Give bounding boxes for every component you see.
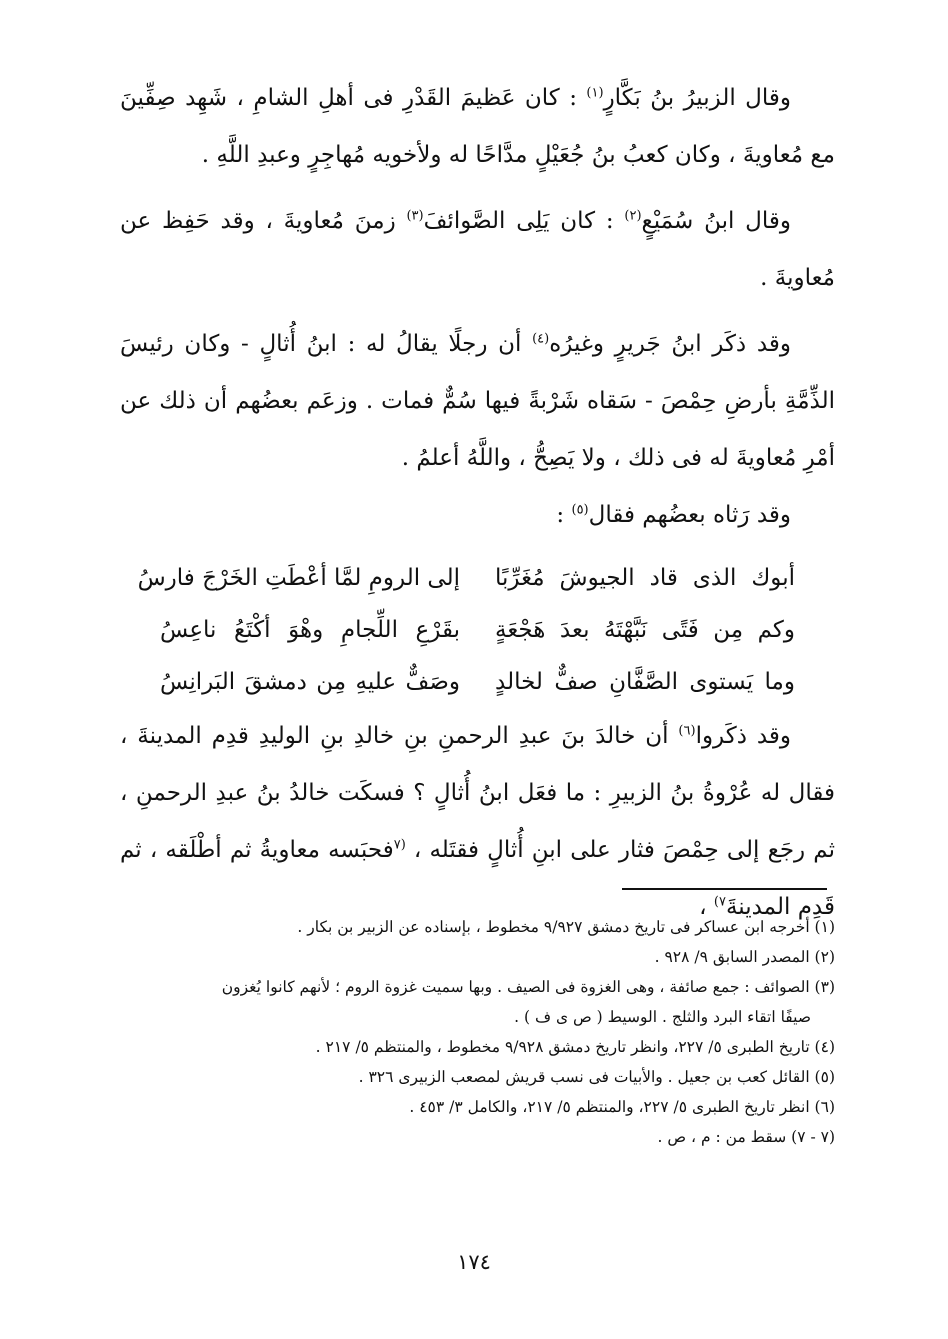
paragraph-text: أن خالدَ بنَ عبدِ الرحمنِ بنِ خالدِ بنِ الوليدِ قدِم المدينةَ ، فقال له عُرْوةُ بنُ الزبيرِ : ما فعَل ابنُ أُثالٍ ؟ فسكَت خالدُ بنُ عبدِ الرحمنِ ، ثم رجَع إلى حِمْصَ فثار على ابنِ أُثالٍ فقتَله ،: [120, 723, 835, 863]
paragraph-text: وقال الزبيرُ بنُ بَكَّارٍ: [603, 85, 791, 111]
paragraph-text: :: [556, 502, 572, 528]
paragraph-text: ،: [699, 894, 714, 920]
footnote-7: (٧ - ٧) سقط من : م ، ص .: [657, 1128, 835, 1146]
footnote-divider: [622, 888, 827, 890]
poem: [120, 552, 835, 708]
paragraph-text: وقد رَثاه بعضُهم فقال: [588, 502, 791, 528]
footnote-6: (٦) انظر تاريخ الطبرى ٥/ ٢٢٧، والمنتظم ٥/ ٢١٧، والكامل ٣/ ٤٥٣ .: [409, 1098, 835, 1116]
paragraph-text: زمنَ مُعاويةَ ، وقد حَفِظ عن مُعاويةَ .: [120, 208, 835, 291]
verse-line: [120, 552, 835, 604]
verse-first-hemistich: وما يَستوى الصَّفَّانِ صفٌّ لخالدٍ: [495, 668, 795, 695]
verse-second-hemistich: وصَفٌّ عليهِ مِن دمشقَ البَرانِسُ: [160, 668, 460, 695]
footnotes: [120, 912, 835, 1152]
footnote-2: (٢) المصدر السابق ٩/ ٩٢٨ .: [654, 948, 835, 966]
footnote-ref-4: (٤): [532, 331, 550, 347]
footnote-ref-3: (٣): [406, 208, 424, 224]
footnote-5: (٥) القائل كعب بن جعيل . والأبيات فى نسب قريش لمصعب الزبيرى ٣٢٦ .: [358, 1068, 835, 1086]
main-text: [120, 70, 835, 936]
paragraph-elegy-intro: [120, 487, 835, 544]
paragraph-text: أن رجلًا يقالُ له : ابنُ أُثالٍ - وكان رئيسَ الذِّمَّةِ بأرضِ حِمْصَ - سَقاه شَرْبةً فيها سُمٌّ فمات . وزعَم بعضُهم أن ذلك عن أمْرِ مُعاويةَ له فى ذلك ، ولا يَصِحُّ ، واللَّهُ أعلمُ .: [120, 331, 835, 471]
paragraph-text: : كان يَلِى الصَّوائفَ: [423, 208, 625, 234]
verse-second-hemistich: إلى الرومِ لمَّا أعْطَتِ الخَرْجَ فارسُ: [137, 564, 460, 591]
footnote-ref-7-open: (٧: [393, 837, 406, 853]
footnote-ref-5: (٥): [571, 502, 589, 518]
paragraph-khalid: [120, 708, 835, 936]
paragraph-ibn-sumay: [120, 193, 835, 307]
footnote-4: (٤) تاريخ الطبرى ٥/ ٢٢٧، وانظر تاريخ دمشق ٩/٩٢٨ مخطوط ، والمنتظم ٥/ ٢١٧ .: [315, 1038, 835, 1056]
paragraph-ibn-jarir: [120, 316, 835, 487]
verse-first-hemistich: وكم مِن فَتًى نَبَّهْتَهُ بعدَ هَجْعَةٍ: [495, 616, 795, 643]
paragraph-text: وقال ابنُ سُمَيْعٍ: [641, 208, 791, 234]
paragraph-text: وقد ذكَروا: [695, 723, 791, 749]
paragraph-text: وقد ذكَر ابنُ جَريرٍ وغيرُه: [549, 331, 792, 357]
verse-line: [120, 604, 835, 656]
footnote-1: (١) أخرجه ابن عساكر فى تاريخ دمشق ٩/٩٢٧ مخطوط ، بإسناده عن الزبير بن بكار .: [297, 918, 835, 936]
footnote-ref-2: (٢): [624, 208, 642, 224]
footnote-ref-6: (٦): [678, 723, 696, 739]
verse-first-hemistich: أبوك الذى قاد الجيوشَ مُغَرِّبًا: [495, 564, 795, 591]
footnote-ref-1: (١): [586, 85, 604, 101]
footnote-ref-7-close: ٧): [713, 894, 726, 910]
paragraph-text: فحبَسه معاويةُ ثم أطْلَقه ، ثم قَدِم المدينةَ: [120, 837, 835, 920]
paragraph-text: : كان عَظيمَ القَدْرِ فى أهلِ الشامِ ، شَهِد صِفِّينَ مع مُعاويةَ ، وكان كعبُ بنُ جُعَيْلٍ مدَّاحًا له ولأخويه مُهاجِرٍ وعبدِ اللَّهِ .: [120, 85, 835, 168]
verse-line: [120, 656, 835, 708]
footnote-3-continuation: صيفًا اتقاء البرد والثلج . الوسيط ( ص ى ف ) .: [514, 1008, 811, 1026]
page-number: ١٧٤: [457, 1250, 491, 1274]
paragraph-zubayr: [120, 70, 835, 184]
footnote-3: (٣) الصوائف : جمع صائفة ، وهى الغزوة فى الصيف . وبها سميت غزوة الروم ؛ لأنهم كانوا يُغزون: [221, 978, 835, 996]
verse-second-hemistich: بقَرْعِ اللِّجامِ وهْوَ أكْتَعُ ناعِسُ: [160, 616, 460, 643]
